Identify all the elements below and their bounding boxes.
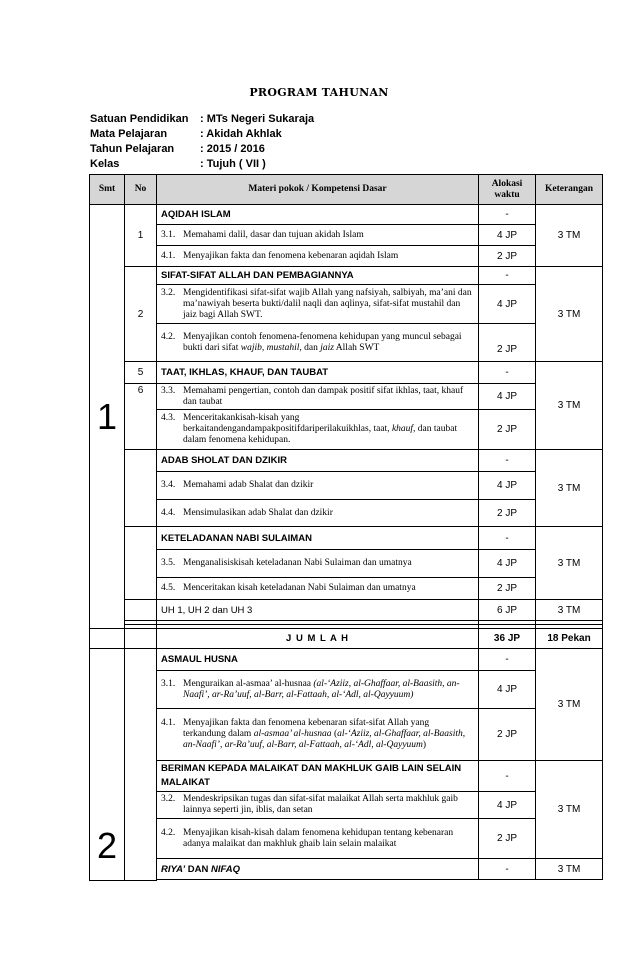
- meta-value: : 2015 / 2016: [200, 143, 265, 155]
- table-row: [90, 225, 603, 246]
- competency-number: 4.5.: [161, 583, 176, 593]
- competency-number: 3.3.: [161, 385, 176, 396]
- row-number: 2: [125, 267, 157, 362]
- competency-number: 3.1.: [161, 229, 176, 240]
- competency-text: Mengidentifikasi sifat-sifat wajib Allah yang nafsiyah, salbiyah, ma’ani dan ma’nawiyah beserta bukti/dalil naqli dan aqlinya, sifat-sifat mustahil dan jaiz bagi Allah SWT.: [183, 287, 472, 320]
- meta-label: Mata Pelajaran: [90, 128, 168, 140]
- semester-number: 1: [90, 205, 125, 629]
- competency-item: [157, 819, 479, 859]
- time-allocation: -: [479, 761, 536, 792]
- competency-item: [157, 285, 479, 324]
- row-number: 1: [125, 205, 157, 267]
- topic-title: ASMAUL HUSNA: [157, 649, 479, 671]
- meta-row-class: [90, 157, 314, 172]
- row-number-empty: [125, 649, 157, 881]
- competency-text: Menceritakankisah-kisah yang berkaitandengandampakpositifdariperilakuikhlas, taat, khauf, dan taubat dalam fenomena kehidupan.: [183, 413, 458, 445]
- topic-title: KETELADANAN NABI SULAIMAN: [157, 527, 479, 550]
- competency-item: [157, 384, 479, 410]
- competency-text: Menyajikan contoh fenomena-fenomena kehidupan yang muncul sebagai bukti dari sifat wajib, mustahil, dan jaiz Allah SWT: [183, 331, 462, 353]
- remark: 3 TM: [536, 450, 603, 527]
- time-allocation: 2 JP: [479, 324, 536, 362]
- table-row: [90, 384, 603, 410]
- time-allocation: -: [479, 362, 536, 384]
- remark: 3 TM: [536, 527, 603, 600]
- competency-item: [157, 225, 479, 246]
- time-allocation: 4 JP: [479, 285, 536, 324]
- competency-item: [157, 246, 479, 267]
- competency-item: [157, 792, 479, 819]
- competency-text: Mensimulasikan adab Shalat dan dzikir: [183, 507, 333, 518]
- header-smt: Smt: [90, 175, 125, 205]
- table-row: [90, 578, 603, 600]
- semester-number: 2: [90, 649, 125, 881]
- meta-value: : MTs Negeri Sukaraja: [200, 113, 315, 125]
- competency-item: [157, 324, 479, 362]
- remark: 3 TM: [536, 761, 603, 859]
- competency-item: [157, 472, 479, 500]
- topic-title: AQIDAH ISLAM: [157, 205, 479, 225]
- total-empty: [90, 629, 125, 649]
- meta-label: Tahun Pelajaran: [90, 143, 175, 155]
- topic-title: ADAB SHOLAT DAN DZIKIR: [157, 450, 479, 472]
- table-row: [90, 285, 603, 324]
- competency-item: [157, 500, 479, 527]
- topic-title: RIYA’ DAN NIFAQ: [157, 859, 479, 880]
- time-allocation: 2 JP: [479, 819, 536, 859]
- total-allocation: 36 JP: [479, 629, 536, 649]
- remark: 3 TM: [536, 205, 603, 267]
- competency-item: [157, 709, 479, 761]
- table-row: [90, 246, 603, 267]
- competency-number: 4.4.: [161, 507, 176, 518]
- row-number-empty: [125, 450, 157, 527]
- table-row: [90, 472, 603, 500]
- time-allocation: 4 JP: [479, 384, 536, 410]
- total-empty: [125, 629, 157, 649]
- time-allocation: 2 JP: [479, 709, 536, 761]
- remark: 3 TM: [536, 600, 603, 621]
- table-row: [90, 761, 603, 792]
- table-row: [90, 450, 603, 472]
- row-number: 6: [125, 384, 157, 450]
- spacer-row: [90, 880, 603, 881]
- topic-title: BERIMAN KEPADA MALAIKAT DAN MAKHLUK GAIB LAIN SELAIN MALAIKAT: [157, 761, 479, 792]
- table-row: [90, 550, 603, 578]
- competency-item: [157, 550, 479, 578]
- time-allocation: 6 JP: [479, 600, 536, 621]
- table-row: [90, 500, 603, 527]
- meta-label: Satuan Pendidikan: [90, 113, 189, 125]
- topic-title: SIFAT-SIFAT ALLAH DAN PEMBAGIANNYA: [157, 267, 479, 285]
- time-allocation: 4 JP: [479, 225, 536, 246]
- competency-number: 4.1.: [161, 250, 176, 261]
- time-allocation: -: [479, 527, 536, 550]
- time-allocation: 2 JP: [479, 578, 536, 600]
- meta-row-year: [90, 142, 314, 157]
- table-row: [90, 649, 603, 671]
- competency-number: 4.2.: [161, 827, 176, 838]
- table-row: [90, 527, 603, 550]
- competency-number: 3.1.: [161, 678, 176, 689]
- header-materi: Materi pokok / Kompetensi Dasar: [157, 175, 479, 205]
- table-row: [90, 671, 603, 709]
- header-no: No: [125, 175, 157, 205]
- time-allocation: 4 JP: [479, 472, 536, 500]
- competency-number: 3.4.: [161, 480, 176, 490]
- competency-number: 4.1.: [161, 718, 176, 728]
- competency-text: Menyajikan fakta dan fenomena kebenaran sifat-sifat Allah yang terkandung dalam al-asmaa’ al-husnaa (al-‘Aziiz, al-Ghaffaar, al-Baasith, an-Naafi’, ar-Ra’uuf, al-Barr, al-Fattaah, al-‘Adl, al-Qayyuum): [183, 718, 466, 750]
- total-row: [90, 629, 603, 649]
- row-number-empty: [125, 600, 157, 621]
- table-row: [90, 362, 603, 384]
- time-allocation: 2 JP: [479, 410, 536, 450]
- meta-value: : Akidah Akhlak: [200, 128, 282, 140]
- remark: 3 TM: [536, 267, 603, 362]
- time-allocation: 4 JP: [479, 671, 536, 709]
- competency-item: [157, 578, 479, 600]
- remark: 3 TM: [536, 859, 603, 880]
- document-meta: [90, 112, 314, 172]
- page-title: PROGRAM TAHUNAN: [249, 86, 389, 99]
- table-row: [90, 859, 603, 880]
- table-row: [90, 410, 603, 450]
- total-label: J U M L A H: [157, 629, 479, 649]
- table-row: [90, 267, 603, 285]
- program-table: [89, 174, 603, 881]
- time-allocation: -: [479, 859, 536, 880]
- competency-number: 3.2.: [161, 287, 176, 298]
- time-allocation: -: [479, 450, 536, 472]
- time-allocation: 2 JP: [479, 246, 536, 267]
- table-header-row: [90, 175, 603, 205]
- competency-text: Memahami dalil, dasar dan tujuan akidah Islam: [183, 229, 364, 240]
- competency-text: Menyajikan kisah-kisah dalam fenomena kehidupan tentang kebenaran adanya malaikat dan makhluk ghaib lain selain malaikat: [183, 827, 454, 849]
- table-row: [90, 205, 603, 225]
- table-row: [90, 819, 603, 859]
- table-row: [90, 709, 603, 761]
- time-allocation: -: [479, 649, 536, 671]
- competency-text: Menguraikan al-asmaa’ al-husnaa (al-‘Aziiz, al-Ghaffaar, al-Baasith, an-Naafi’, ar-Ra’uuf, al-Barr, al-Fattaah, al-‘Adl, al-Qayyuum): [183, 678, 460, 700]
- table-row: [90, 792, 603, 819]
- row-number: 5: [125, 362, 157, 384]
- table-row: [90, 324, 603, 362]
- meta-row-school: [90, 112, 314, 127]
- time-allocation: 2 JP: [479, 500, 536, 527]
- competency-text: Memahami adab Shalat dan dzikir: [183, 480, 314, 490]
- meta-label: Kelas: [90, 158, 120, 170]
- exam-summary: UH 1, UH 2 dan UH 3: [157, 600, 479, 621]
- remark: 3 TM: [536, 649, 603, 761]
- competency-item: [157, 410, 479, 450]
- competency-text: Mendeskripsikan tugas dan sifat-sifat malaikat Allah serta makhluk gaib lainnya seperti jin, iblis, dan setan: [183, 794, 458, 815]
- header-keterangan: Keterangan: [536, 175, 603, 205]
- time-allocation: -: [479, 267, 536, 285]
- competency-number: 4.3.: [161, 413, 176, 423]
- row-number-empty: [125, 527, 157, 600]
- competency-text: Memahami pengertian, contoh dan dampak positif sifat ikhlas, taat, khauf dan taubat: [183, 385, 464, 407]
- competency-text: Menceritakan kisah keteladanan Nabi Sulaiman dan umatnya: [183, 583, 416, 593]
- time-allocation: 4 JP: [479, 792, 536, 819]
- total-remark: 18 Pekan: [536, 629, 603, 649]
- time-allocation: 4 JP: [479, 550, 536, 578]
- topic-title: TAAT, IKHLAS, KHAUF, DAN TAUBAT: [157, 362, 479, 384]
- competency-number: 3.2.: [161, 794, 176, 804]
- competency-number: 4.2.: [161, 331, 176, 342]
- competency-text: Menganalisiskisah keteladanan Nabi Sulaiman dan umatnya: [183, 558, 412, 568]
- competency-item: [157, 671, 479, 709]
- competency-text: Menyajikan fakta dan fenomena kebenaran aqidah Islam: [183, 250, 399, 261]
- meta-value: : Tujuh ( VII ): [200, 158, 266, 170]
- time-allocation: -: [479, 205, 536, 225]
- meta-row-subject: [90, 127, 314, 142]
- header-alokasi: Alokasi waktu: [479, 175, 536, 205]
- remark: 3 TM: [536, 362, 603, 450]
- competency-number: 3.5.: [161, 558, 176, 568]
- table-row: [90, 600, 603, 621]
